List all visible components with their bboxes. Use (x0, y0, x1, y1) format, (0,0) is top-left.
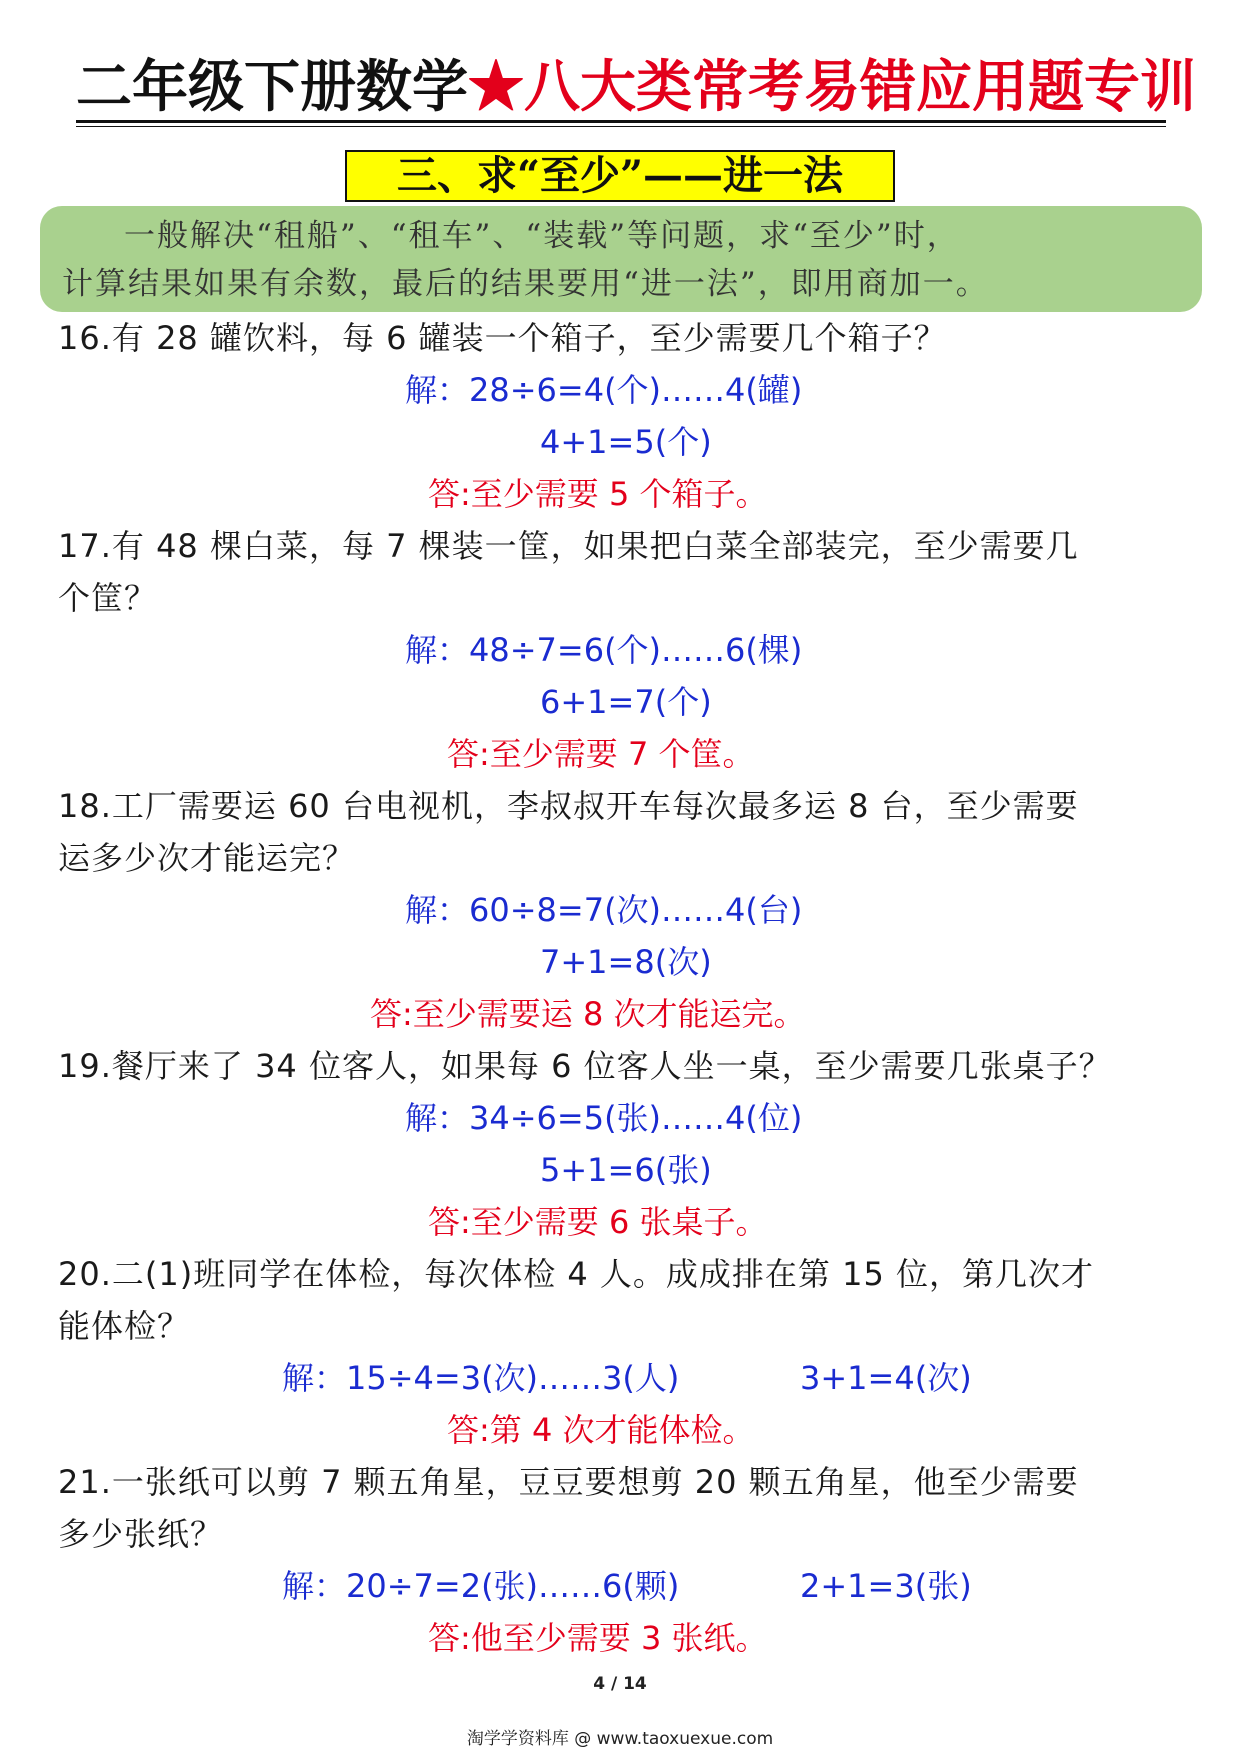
title-part1: 二年级下册数学 (76, 54, 468, 120)
problem-18-solution-2: 7+1=8(次) (540, 943, 712, 981)
problem-18-question-2: 运多少次才能运完？ (58, 839, 356, 877)
problem-19-question: 19.餐厅来了 34 位客人，如果每 6 位客人坐一桌，至少需要几张桌子？ (58, 1047, 1112, 1085)
problem-18-question-1: 18.工厂需要运 60 台电视机，李叔叔开车每次最多运 8 台，至少需要 (58, 787, 1079, 825)
problem-18-answer: 答:至少需要运 8 次才能运完。 (370, 995, 806, 1033)
method-tip-box (40, 206, 1202, 312)
problem-21-question-2: 多少张纸？ (58, 1515, 224, 1553)
problem-19-solution-2: 5+1=6(张) (540, 1151, 712, 1189)
problem-16-answer: 答:至少需要 5 个箱子。 (428, 475, 768, 513)
problem-17-answer: 答:至少需要 7 个筐。 (447, 735, 755, 773)
problem-19-answer: 答:至少需要 6 张桌子。 (428, 1203, 768, 1241)
section-title: 三、求“至少”——进一法 (345, 150, 895, 202)
problem-17-solution-1: 解：48÷7=6(个)……6(棵) (405, 631, 803, 669)
problem-17-solution-2: 6+1=7(个) (540, 683, 712, 721)
problem-20-answer: 答:第 4 次才能体检。 (447, 1411, 755, 1449)
title-underline (76, 120, 1166, 123)
page-number: 4 / 14 (593, 1674, 647, 1694)
problem-19-solution-1: 解：34÷6=5(张)……4(位) (405, 1099, 803, 1137)
problem-16-solution-1: 解：28÷6=4(个)……4(罐) (405, 371, 803, 409)
problem-20-question-1: 20.二(1)班同学在体检，每次体检 4 人。成成排在第 15 位，第几次才 (58, 1255, 1094, 1293)
problem-21-solution-2: 2+1=3(张) (800, 1567, 972, 1605)
title-underline-thin (76, 126, 1166, 127)
problem-20-question-2: 能体检？ (58, 1307, 191, 1345)
problem-21-solution-1: 解：20÷7=2(张)……6(颗) (282, 1567, 680, 1605)
problem-17-question-1: 17.有 48 棵白菜，每 7 棵装一筐，如果把白菜全部装完，至少需要几 (58, 527, 1079, 565)
problem-21-question-1: 21.一张纸可以剪 7 颗五角星，豆豆要想剪 20 颗五角星，他至少需要 (58, 1463, 1079, 1501)
problem-18-solution-1: 解：60÷8=7(次)……4(台) (405, 891, 803, 929)
star-icon: ★ (468, 54, 524, 120)
problem-20-solution-2: 3+1=4(次) (800, 1359, 972, 1397)
title-part2: 八大类常考易错应用题专训 (524, 54, 1196, 120)
problem-17-question-2: 个筐？ (58, 579, 158, 617)
problem-20-solution-1: 解：15÷4=3(次)……3(人) (282, 1359, 680, 1397)
tip-line-2: 计算结果如果有余数，最后的结果要用“进一法”，即用商加一。 (62, 266, 989, 302)
problem-16-solution-2: 4+1=5(个) (540, 423, 712, 461)
problem-16-question: 16.有 28 罐饮料，每 6 罐装一个箱子，至少需要几个箱子？ (58, 319, 947, 357)
problem-21-answer: 答:他至少需要 3 张纸。 (428, 1619, 768, 1657)
page-title (76, 48, 1196, 126)
tip-line-1: 一般解决“租船”、“租车”、“装载”等问题，求“至少”时， (124, 218, 960, 254)
footer-watermark: 淘学学资料库 @ www.taoxuexue.com (466, 1729, 774, 1749)
